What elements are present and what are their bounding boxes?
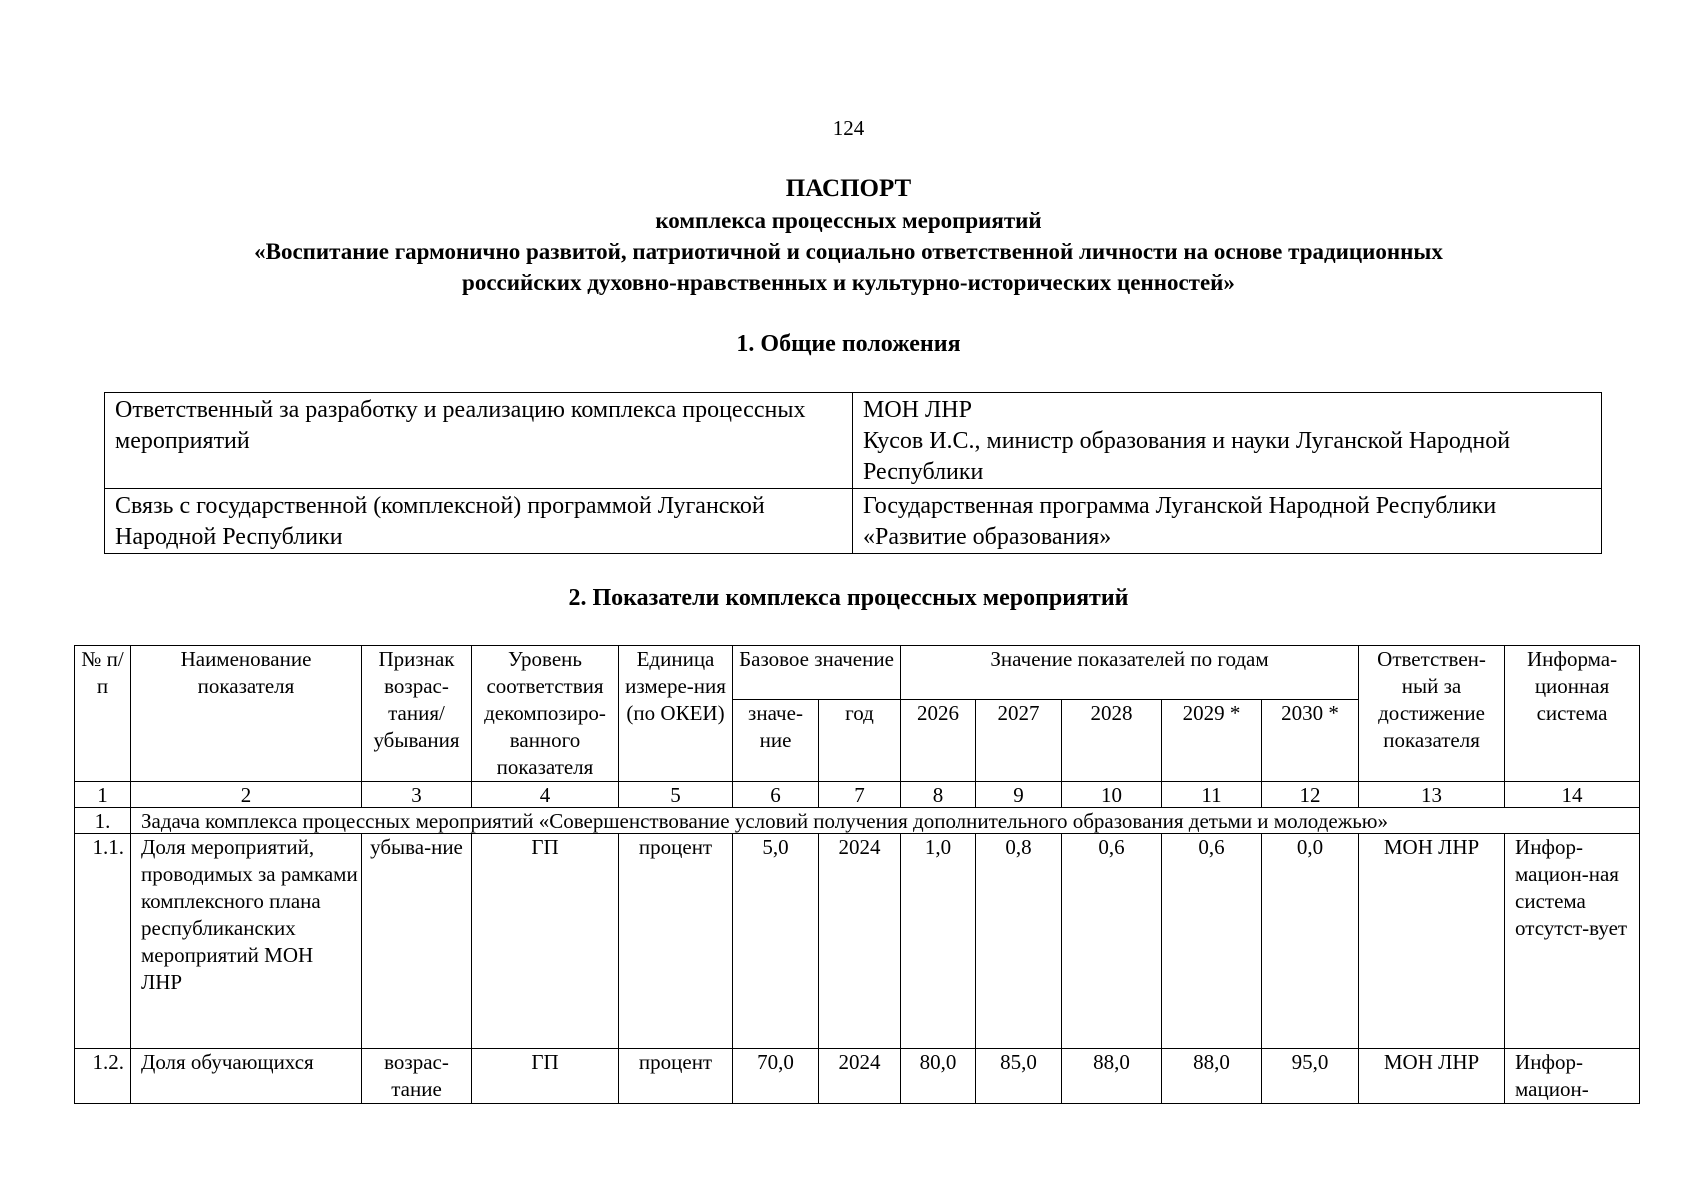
- row-value-2028: 0,6: [1062, 834, 1162, 1049]
- row-indicator-name: Доля обучающихся: [131, 1049, 362, 1104]
- table-row: [105, 393, 1602, 489]
- header-year-2029: 2029 *: [1162, 699, 1262, 781]
- header-base-year: год: [819, 699, 901, 781]
- row-base-year: 2024: [819, 834, 901, 1049]
- column-number-row: [75, 782, 1640, 808]
- row-label-responsible: Ответственный за разработку и реализацию комплекса процессных мероприятий: [105, 393, 853, 489]
- header-num: № п/п: [75, 646, 131, 782]
- row-value-program-link: Государственная программа Луганской Народной Республики «Развитие образования»: [853, 489, 1602, 554]
- row-sign: убыва-ние: [362, 834, 472, 1049]
- header-values-by-year: Значение показателей по годам: [901, 646, 1359, 700]
- column-number: 1: [75, 782, 131, 808]
- header-year-2027: 2027: [976, 699, 1062, 781]
- row-level: ГП: [472, 834, 619, 1049]
- row-base-value: 70,0: [733, 1049, 819, 1104]
- table-row: [75, 1049, 1640, 1104]
- page-number: 124: [832, 116, 865, 140]
- row-sign: возрас-тание: [362, 1049, 472, 1104]
- row-value-2030: 0,0: [1262, 834, 1359, 1049]
- section-heading-indicators: 2. Показатели комплекса процессных мероприятий: [568, 585, 1129, 611]
- title-subtitle: комплекса процессных мероприятий: [655, 208, 1042, 233]
- row-value-2027: 85,0: [976, 1049, 1062, 1104]
- row-num: 1.1.: [75, 834, 131, 1049]
- header-name: Наименование показателя: [131, 646, 362, 782]
- column-number: 13: [1359, 782, 1505, 808]
- header-base: Базовое значение: [733, 646, 901, 700]
- row-value-2026: 80,0: [901, 1049, 976, 1104]
- header-year-2028: 2028: [1062, 699, 1162, 781]
- column-number: 10: [1062, 782, 1162, 808]
- table-row: [75, 834, 1640, 1049]
- column-number: 8: [901, 782, 976, 808]
- row-info-system: Инфор-мацион-: [1505, 1049, 1640, 1104]
- row-responsible: МОН ЛНР: [1359, 834, 1505, 1049]
- row-label-program-link: Связь с государственной (комплексной) программой Луганской Народной Республики: [105, 489, 853, 554]
- column-number: 12: [1262, 782, 1359, 808]
- column-number: 2: [131, 782, 362, 808]
- row-value-2027: 0,8: [976, 834, 1062, 1049]
- header-level: Уровень соответствия декомпозиро-ванного показателя: [472, 646, 619, 782]
- column-number: 14: [1505, 782, 1640, 808]
- column-number: 11: [1162, 782, 1262, 808]
- header-unit: Единица измере-ния (по ОКЕИ): [619, 646, 733, 782]
- section-heading-general: 1. Общие положения: [736, 331, 961, 357]
- general-provisions-table: [104, 392, 1602, 554]
- header-sign: Признак возрас-тания/ убывания: [362, 646, 472, 782]
- column-number: 9: [976, 782, 1062, 808]
- column-number: 6: [733, 782, 819, 808]
- column-number: 5: [619, 782, 733, 808]
- row-base-year: 2024: [819, 1049, 901, 1104]
- task-num: 1.: [75, 808, 131, 834]
- header-responsible: Ответствен-ный за достижение показателя: [1359, 646, 1505, 782]
- row-level: ГП: [472, 1049, 619, 1104]
- row-value-2029: 88,0: [1162, 1049, 1262, 1104]
- row-num: 1.2.: [75, 1049, 131, 1104]
- header-info-system: Информа-ционная система: [1505, 646, 1640, 782]
- header-base-value: значе-ние: [733, 699, 819, 781]
- responsible-org: МОН ЛНР: [863, 397, 972, 423]
- row-indicator-name: Доля мероприятий, проводимых за рамками комплексного плана республиканских мероприятий МОН ЛНР: [131, 834, 362, 1049]
- row-value-2026: 1,0: [901, 834, 976, 1049]
- title-main: ПАСПОРТ: [785, 175, 912, 202]
- task-row: [75, 808, 1640, 834]
- row-responsible: МОН ЛНР: [1359, 1049, 1505, 1104]
- column-number: 3: [362, 782, 472, 808]
- header-row: [75, 646, 1640, 700]
- indicators-table: [74, 645, 1640, 1104]
- responsible-person: Кусов И.С., министр образования и науки Луганской Народной Республики: [863, 428, 1511, 485]
- title-program-name-line1: «Воспитание гармонично развитой, патриотичной и социально ответственной личности на основе традиционных: [254, 239, 1443, 264]
- row-unit: процент: [619, 1049, 733, 1104]
- task-text: Задача комплекса процессных мероприятий «Совершенствование условий получения дополнительного образования детьми и молодежью»: [131, 808, 1640, 834]
- row-info-system: Инфор-мацион-ная система отсутст-вует: [1505, 834, 1640, 1049]
- header-year-2026: 2026: [901, 699, 976, 781]
- table-row: [105, 489, 1602, 554]
- column-number: 7: [819, 782, 901, 808]
- row-value-2029: 0,6: [1162, 834, 1262, 1049]
- row-value-responsible: [853, 393, 1602, 489]
- header-year-2030: 2030 *: [1262, 699, 1359, 781]
- row-value-2030: 95,0: [1262, 1049, 1359, 1104]
- row-unit: процент: [619, 834, 733, 1049]
- row-base-value: 5,0: [733, 834, 819, 1049]
- column-number: 4: [472, 782, 619, 808]
- row-value-2028: 88,0: [1062, 1049, 1162, 1104]
- title-program-name-line2: российских духовно-нравственных и культурно-исторических ценностей»: [462, 270, 1235, 295]
- passport-title: [100, 172, 1597, 298]
